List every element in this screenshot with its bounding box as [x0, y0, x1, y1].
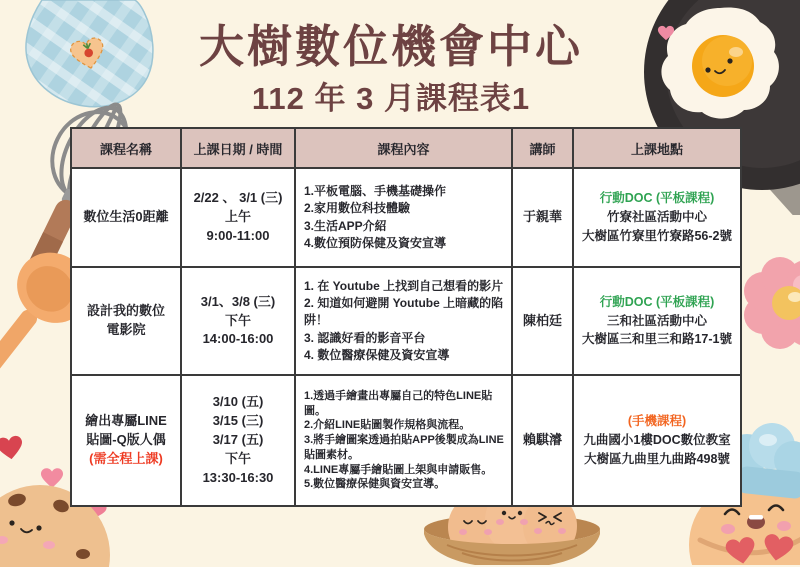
- instructor-cell: 于親華: [512, 168, 573, 267]
- course-content-cell: 1.透過手繪畫出專屬自己的特色LINE貼圖。 2.介紹LINE貼圖製作規格與流程。 3.將手繪圖案透過拍貼APP後製成為LINE貼圖素材。 4.LINE專屬手繪貼圖上架與申請販售。 5.數位醫療保健與資安宣導。: [295, 375, 512, 506]
- instructor-cell: 陳柏廷: [512, 267, 573, 375]
- column-header-instructor: 講師: [512, 128, 573, 168]
- location-cell: (手機課程) 九曲國小1樓DOC數位教室 大樹區九曲里九曲路498號: [573, 375, 741, 506]
- column-header-location: 上課地點: [573, 128, 741, 168]
- page-subtitle: 112 年 3 月課程表1: [251, 81, 531, 116]
- column-header-content: 課程內容: [295, 128, 512, 168]
- attendance-note: (需全程上課): [89, 450, 163, 466]
- date-time-cell: 3/1、3/8 (三) 下午 14:00-16:00: [181, 267, 295, 375]
- date-time-cell: 2/22 、 3/1 (三) 上午 9:00-11:00: [181, 168, 295, 267]
- heart-icon: [0, 432, 30, 468]
- course-type-tag: 行動DOC (平板課程): [599, 294, 715, 309]
- course-name-cell: 數位生活0距離: [71, 168, 181, 267]
- course-name-cell: 設計我的數位 電影院: [71, 267, 181, 375]
- flower-icon: [737, 255, 800, 360]
- location-cell: 行動DOC (平板課程) 竹寮社區活動中心 大樹區竹寮里竹寮路56-2號: [573, 168, 741, 267]
- course-content-cell: 1.平板電腦、手機基礎操作 2.家用數位科技體驗 3.生活APP介紹 4.數位預防保健及資安宣導: [295, 168, 512, 267]
- instructor-cell: 賴騏濬: [512, 375, 573, 506]
- table-header-row: [71, 128, 741, 168]
- course-schedule-table: [70, 127, 742, 507]
- page-title: 大樹數位機會中心: [198, 21, 583, 72]
- heart-icon: [41, 468, 63, 488]
- course-type-tag: (手機課程): [627, 414, 687, 429]
- location-cell: 行動DOC (平板課程) 三和社區活動中心 大樹區三和里三和路17-1號: [573, 267, 741, 375]
- course-content-cell: 1. 在 Youtube 上找到自己想看的影片 2. 知道如何避開 Youtube 上暗藏的陷阱！ 3. 認識好看的影音平台 4. 數位醫療保健及資安宣導: [295, 267, 512, 375]
- table-row: [71, 168, 741, 267]
- table-row: [71, 375, 741, 506]
- column-header-course-name: 課程名稱: [71, 128, 181, 168]
- course-type-tag: 行動DOC (平板課程): [599, 191, 715, 206]
- course-name-cell: 繪出專屬LINE 貼圖-Q版人偶 (需全程上課): [71, 375, 181, 506]
- column-header-date-time: 上課日期 / 時間: [181, 128, 295, 168]
- table-row: [71, 267, 741, 375]
- date-time-cell: 3/10 (五) 3/15 (三) 3/17 (五) 下午 13:30-16:30: [181, 375, 295, 506]
